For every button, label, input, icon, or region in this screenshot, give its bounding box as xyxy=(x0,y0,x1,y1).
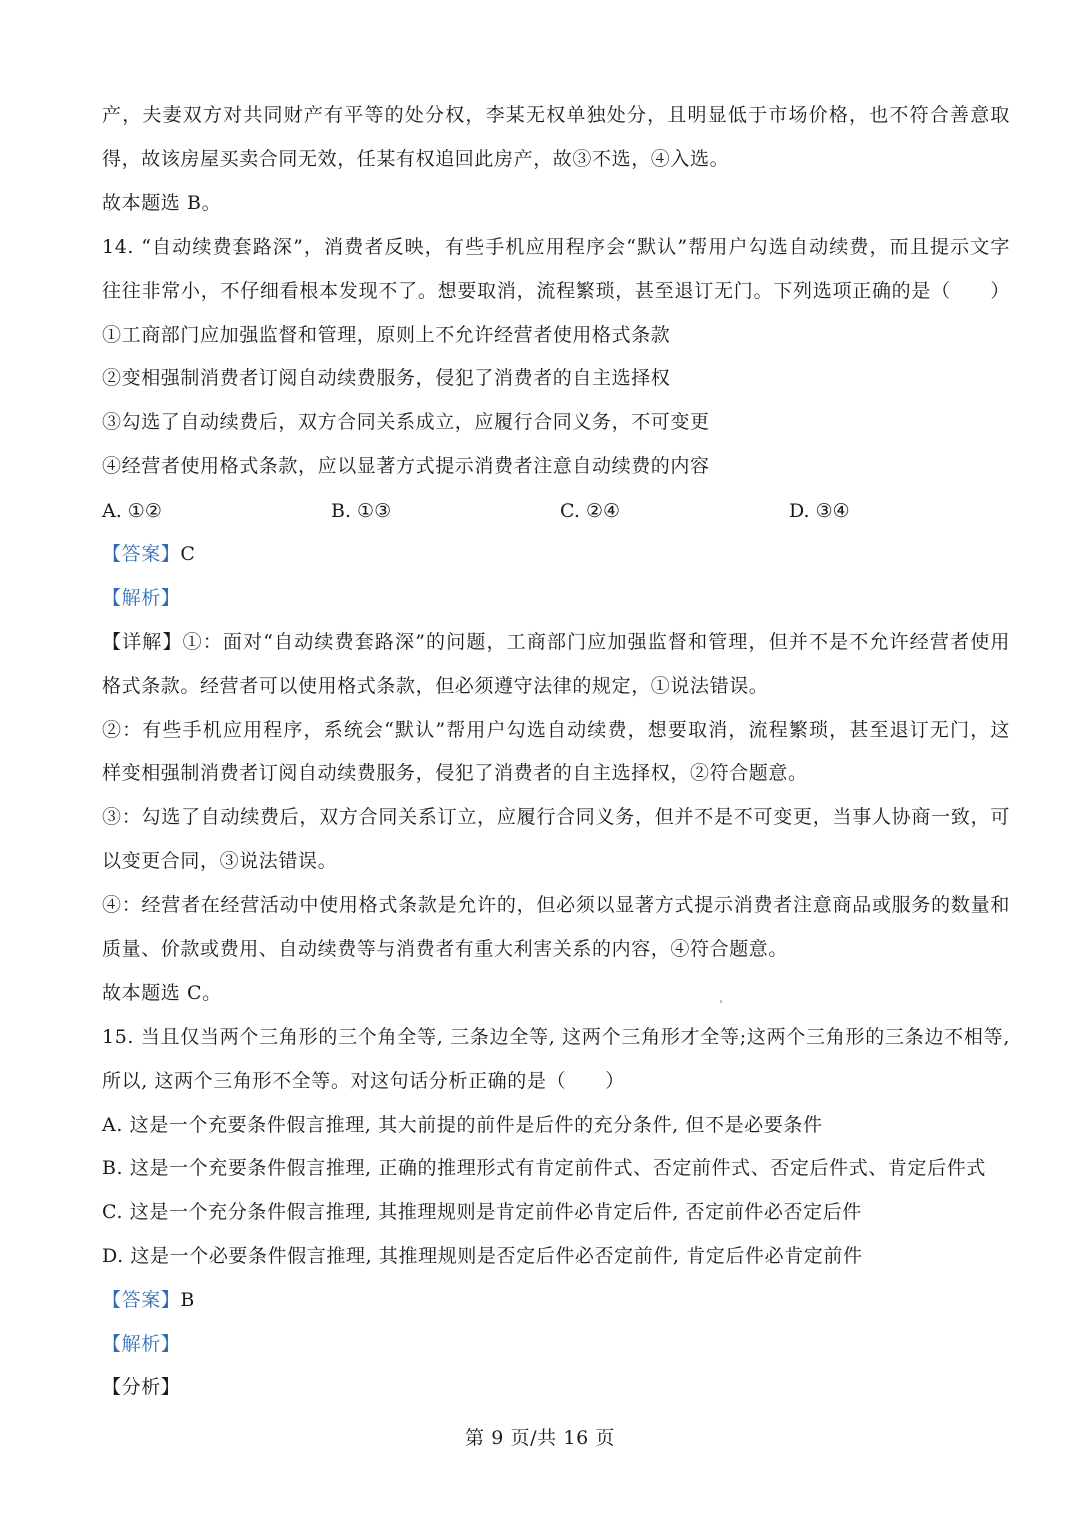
scan-speck xyxy=(720,1000,722,1003)
q14-stem-line-1: 14. “自动续费套路深”，消费者反映，有些手机应用程序会“默认”帮用户勾选自动续费，而且提示文字 xyxy=(102,236,1010,258)
q15-option-a: A. 这是一个充要条件假言推理, 其大前提的前件是后件的充分条件, 但不是必要条件 xyxy=(102,1114,823,1136)
q14-detail-line-2: 格式条款。经营者可以使用格式条款，但必须遵守法律的规定，①说法错误。 xyxy=(102,675,769,697)
analysis-tag: 【解析】 xyxy=(102,587,181,609)
q15-option-d: D. 这是一个必要条件假言推理, 其推理规则是否定后件必否定前件, 肯定后件必肯定前件 xyxy=(102,1245,863,1267)
q14-detail-line-3: ②：有些手机应用程序，系统会“默认”帮用户勾选自动续费，想要取消，流程繁琐，甚至退订无门，这 xyxy=(102,719,1010,741)
q15-option-c: C. 这是一个充分条件假言推理, 其推理规则是肯定前件必肯定后件, 否定前件必否定后件 xyxy=(102,1201,862,1223)
answer-tag: 【答案】 xyxy=(102,1289,181,1311)
answer-tag: 【答案】 xyxy=(102,543,181,565)
analysis-tag: 【解析】 xyxy=(102,1333,181,1355)
q14-option-d: D. ③④ xyxy=(789,500,850,522)
q14-detail-line-1 xyxy=(102,628,1010,656)
fenxi-tag: 【分析】 xyxy=(102,1376,181,1398)
q15-fenxi-row xyxy=(102,1373,180,1401)
q15-answer-row xyxy=(102,1286,195,1314)
q14-stem-line-2: 往往非常小，不仔细看根本发现不了。想要取消，流程繁琐，甚至退订无门。下列选项正确的是（ ） xyxy=(102,280,1010,302)
q14-detail-line-7: ④：经营者在经营活动中使用格式条款是允许的，但必须以显著方式提示消费者注意商品或服务的数量和 xyxy=(102,894,1010,916)
q14-option-a: A. ①② xyxy=(102,500,162,522)
page-footer: 第 9 页/共 16 页 xyxy=(464,1427,616,1449)
q14-item-1: ①工商部门应加强监督和管理，原则上不允许经营者使用格式条款 xyxy=(102,324,671,346)
q13-conclusion: 故本题选 B。 xyxy=(102,192,222,214)
q14-conclusion: 故本题选 C。 xyxy=(102,982,222,1004)
q14-detail-line-6: 以变更合同，③说法错误。 xyxy=(102,850,338,872)
q14-detail-line-4: 样变相强制消费者订阅自动续费服务，侵犯了消费者的自主选择权，②符合题意。 xyxy=(102,762,808,784)
q14-analysis-row xyxy=(102,584,180,612)
q14-item-3: ③勾选了自动续费后，双方合同关系成立，应履行合同义务，不可变更 xyxy=(102,411,710,433)
answer-value: C xyxy=(180,543,196,565)
q15-stem-line-1: 15. 当且仅当两个三角形的三个角全等, 三条边全等, 这两个三角形才全等;这两个三角形的三条边不相等, xyxy=(102,1026,1010,1048)
q13-text-line-1: 产，夫妻双方对共同财产有平等的处分权，李某无权单独处分，且明显低于市场价格，也不符合善意取 xyxy=(102,104,1010,126)
q15-stem-line-2: 所以, 这两个三角形不全等。对这句话分析正确的是（ ） xyxy=(102,1070,625,1092)
detail-text: ①：面对“自动续费套路深”的问题，工商部门应加强监督和管理，但并不是不允许经营者使用 xyxy=(182,631,1010,653)
q14-option-c: C. ②④ xyxy=(560,500,621,522)
q14-item-2: ②变相强制消费者订阅自动续费服务，侵犯了消费者的自主选择权 xyxy=(102,367,671,389)
q14-answer-row xyxy=(102,540,196,568)
answer-value: B xyxy=(180,1289,195,1311)
q14-detail-line-8: 质量、价款或费用、自动续费等与消费者有重大利害关系的内容，④符合题意。 xyxy=(102,938,789,960)
q14-detail-line-5: ③：勾选了自动续费后，双方合同关系订立，应履行合同义务，但并不是不可变更，当事人协商一致，可 xyxy=(102,806,1010,828)
q14-item-4: ④经营者使用格式条款，应以显著方式提示消费者注意自动续费的内容 xyxy=(102,455,710,477)
q13-text-line-2: 得，故该房屋买卖合同无效，任某有权追回此房产，故③不选，④入选。 xyxy=(102,148,730,170)
q15-option-b: B. 这是一个充要条件假言推理, 正确的推理形式有肯定前件式、否定前件式、否定后件式、肯定后件式 xyxy=(102,1157,986,1179)
q15-analysis-row xyxy=(102,1330,180,1358)
q14-option-b: B. ①③ xyxy=(331,500,392,522)
detail-tag: 【详解】 xyxy=(102,631,183,653)
